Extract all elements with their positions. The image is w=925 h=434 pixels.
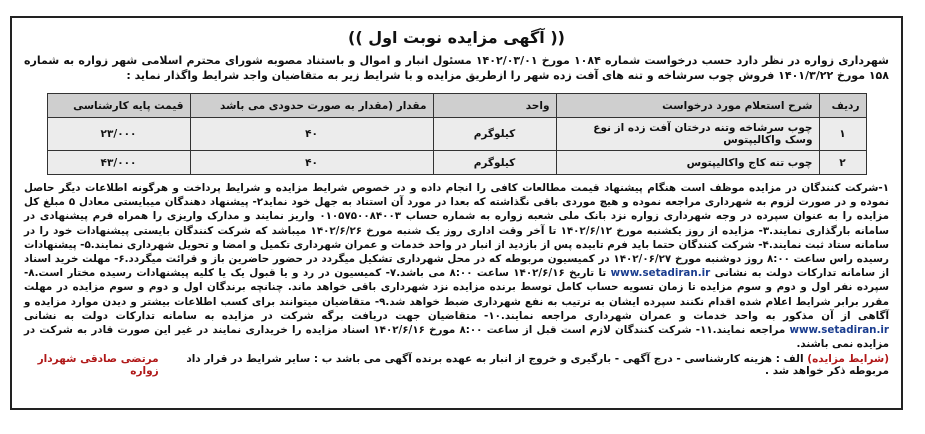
row-idx: ۲ (819, 151, 866, 175)
header-unit: واحد (433, 94, 556, 118)
notice-title: (( آگهی مزایده نوبت اول )) (348, 28, 565, 47)
footer (24, 353, 889, 377)
header-qty: مقدار (مقدار به صورت حدودی می باشد (190, 94, 433, 118)
row-desc: چوب تنه کاج واکالیپتوس (556, 151, 819, 175)
body-part-2: تا تاریخ ۱۴۰۲/۶/۱۶ ساعت ۸:۰۰ می باشد.۷- کمیسیون در رد و یا قبول یک یا کلیه پیشنهادات رسیده مختار است.۸- سپرده نفر اول و دوم و سوم مزایده تا زمان تسویه حساب کامل توسط برنده مزایده نزد شهرداری باقی خواهد ماند. چنانچه برندگان اول و دوم و سوم مزایده در مهلت مقرر برابر شرایط اعلام شده اقدام نکنند سپرده ایشان به ترتیب به نفع شهرداری ضبط خواهد شد.۹- متقاضیان میتوانند برای کسب اطلاعات بیشتر و دیدن موارد مزایده و آگاهی از آن مذکور به واحد خدمات و عمران شهرداری مراجعه نمایند.۱۰- متقاضیان جهت دریافت برگه شرکت در مزایده به سامانه تدارکات دولت به نشانی (24, 267, 890, 322)
conditions-body (24, 181, 889, 351)
header-desc: شرح استعلام مورد درخواست (556, 94, 819, 118)
row-qty: ۴۰ (190, 118, 433, 151)
row-unit: کیلوگرم (433, 151, 556, 175)
table-row (47, 118, 866, 151)
table-row (47, 151, 866, 175)
row-qty: ۴۰ (190, 151, 433, 175)
conditions-label: (شرایط مزایده) (807, 353, 889, 366)
row-price: ۴۳/۰۰۰ (47, 151, 190, 175)
header-price: قیمت پایه کارشناسی (47, 94, 190, 118)
intro-paragraph: شهرداری زواره در نظر دارد حسب درخواست شماره ۱۰۸۴ مورخ ۱۴۰۲/۰۳/۰۱ مسئول انبار و اموال و باستناد مصوبه شورای محترم اسلامی شهر زواره به شماره ۱۵۸ مورخ ۱۴۰۱/۳/۲۲ فروش چوب سرشاخه و تنه های آفت زده شهر را ازطریق مزایده و با شرایط زیر به متقاضیان واجد شرایط واگذار نماید : (24, 54, 889, 82)
table-header-row (47, 94, 866, 118)
conditions-text: الف : هزینه کارشناسی - درج آگهی - بارگیری و خروج از انبار به عهده برنده آگهی می باشد ب : سایر شرایط در قرار داد مربوطه ذکر خواهد شد . (186, 353, 889, 378)
row-idx: ۱ (819, 118, 866, 151)
body-part-1: ۱-شرکت کنندگان در مزایده موظف است هنگام پیشنهاد قیمت مطالعات کافی را انجام داده و در خصوص شرایط مزایده و شرایط پرداخت و هرگونه اطلاعات دیگر حاصل نموده و در صورت لزوم به شهرداری مراجعه نموده و هیچ موردی باقی نگذاشته که بعدا در مورد آن استناد به جهل خود نماید۲- پیشنهاد دهندگان میبایستی معادل ۵ مبلغ کل مزایده را به عنوان سپرده در وجه شهرداری زواره نزد بانک ملی شعبه زواره به شماره حساب ۰۱۰۵۷۵۰۰۸۴۰۰۳ واریز نمایند و مدارک واریزی را همراه فرم پیشنهادی در سامانه بارگذاری نمایند.۳- مزایده از روز یکشنبه مورخ ۱۴۰۲/۶/۱۲ تا آخر وقت اداری روز یک شنبه مورخ ۱۴۰۲/۶/۲۶ میباشد که شرکت کنندگان بایستی پیشنهادات خود را در سامانه ستاد ثبت نمایند.۴- شرکت کنندگان حتما باید فرم تابیده پس از بازدید از انبار در واحد خدمات و عمران شهرداری تکمیل و امضا و تحویل شهرداری نمایند.۵- پیشنهادات رسیده راس ساعت ۸:۰۰ روز دوشنبه مورخ ۱۴۰۲/۰۶/۲۷ در کمیسیون مربوطه که در محل شهرداری تشکیل میگردد در حضور حاضرین باز و قرائت میگردد.۶- مهلت خرید اسناد از سامانه تدارکات دولت به نشانی (24, 182, 889, 280)
header-idx: ردیف (819, 94, 866, 118)
signature: مرتضی صادقی شهردار زواره (37, 353, 159, 378)
items-table (47, 93, 867, 175)
row-unit: کیلوگرم (433, 118, 556, 151)
setad-link-2[interactable]: www.setadiran.ir (789, 324, 890, 337)
auction-notice (10, 16, 903, 410)
footer-conditions (159, 353, 889, 377)
setad-link[interactable]: www.setadiran.ir (610, 267, 711, 280)
row-desc: چوب سرشاخه وتنه درختان آفت زده از نوع وسک واکالیپتوس (556, 118, 819, 151)
body-part-3: مراجعه نمایند.۱۱- شرکت کنندگان لازم است قبل از ساعت ۸:۰۰ مورخ ۱۴۰۲/۶/۱۶ اسناد مزایده را خریداری نمایند در غیر این صورت قادر به شرکت در مزایده نمی باشند. (24, 324, 889, 351)
row-price: ۲۳/۰۰۰ (47, 118, 190, 151)
